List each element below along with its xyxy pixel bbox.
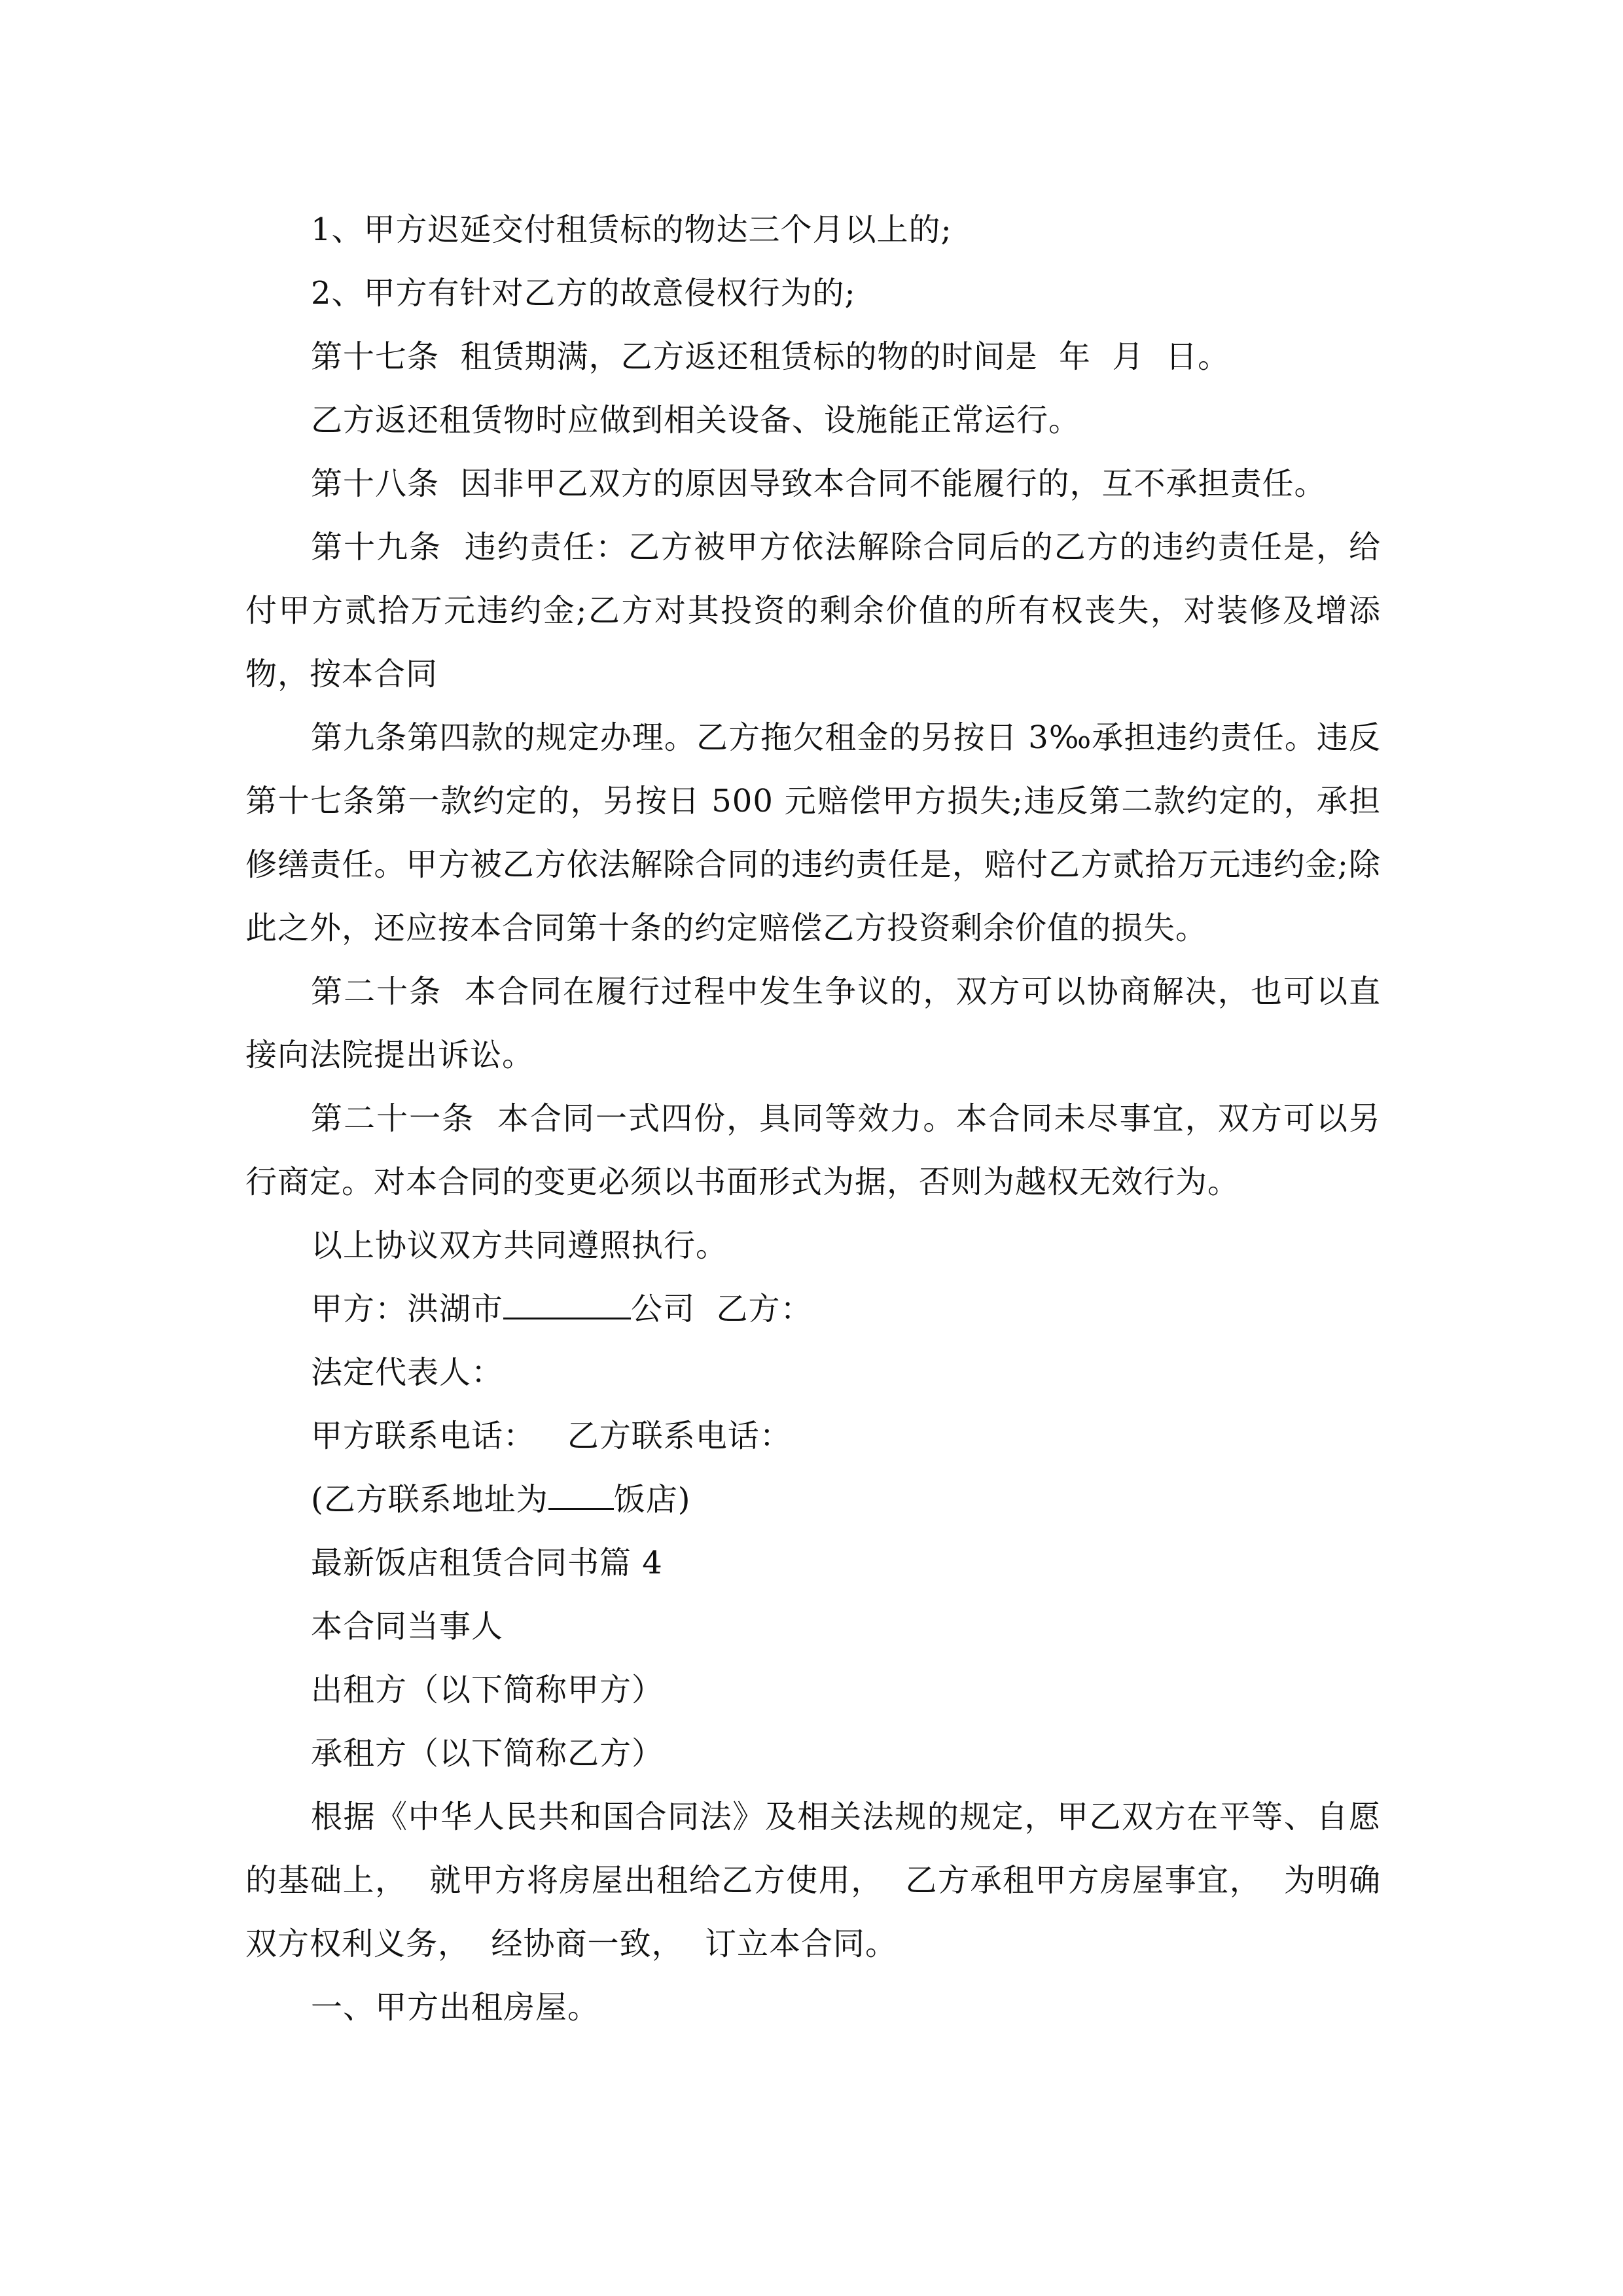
paragraph-article-17: 第十七条 租赁期满，乙方返还租赁标的物的时间是 年 月 日。 [311,338,1230,375]
section-heading-contract-4: 最新饭店租赁合同书篇 4 [311,1545,663,1581]
address-suffix: 饭店) [613,1481,691,1518]
company-name-blank [503,1291,631,1319]
paragraph-legal-representative: 法定代表人： [311,1354,504,1391]
paragraph-article-20: 第二十条 本合同在履行过程中发生争议的，双方可以协商解决，也可以直接向法院提出诉讼。 [245,973,1381,1073]
document-body [245,198,1381,2039]
party-b-label: 公司 乙方： [631,1291,813,1327]
address-label: (乙方联系地址为 [311,1481,548,1518]
party-a-label: 甲方：洪湖市 [311,1291,504,1327]
paragraph-parties-heading: 本合同当事人 [311,1608,504,1645]
paragraph-party-signatures [245,1278,1381,1341]
paragraph-article-19: 第十九条 违约责任：乙方被甲方依法解除合同后的乙方的违约责任是，给付甲方贰拾万元违约金;乙方对其投资的剩余价值的所有权丧失，对装修及增添物，按本合同 [245,529,1381,692]
paragraph-clause-item-2: 2、甲方有针对乙方的故意侵权行为的; [311,275,856,312]
paragraph-contact-address [245,1468,1381,1532]
restaurant-name-blank [548,1482,614,1510]
paragraph-return-requirement: 乙方返还租赁物时应做到相关设备、设施能正常运行。 [311,402,1081,439]
paragraph-lessor: 出租方（以下简称甲方） [311,1672,664,1708]
paragraph-contact-phones: 甲方联系电话： 乙方联系电话： [311,1418,792,1454]
paragraph-preamble: 根据《中华人民共和国合同法》及相关法规的规定，甲乙双方在平等、自愿的基础上， 就甲方将房屋出租给乙方使用， 乙方承租甲方房屋事宜， 为明确双方权利义务， 经协商一致， 订立本合同。 [245,1799,1381,1962]
paragraph-agreement-statement: 以上协议双方共同遵照执行。 [311,1227,728,1264]
paragraph-section-1-heading: 一、甲方出租房屋。 [311,1989,600,2026]
paragraph-clause-item-1: 1、甲方迟延交付租赁标的物达三个月以上的; [311,211,952,248]
paragraph-article-18: 第十八条 因非甲乙双方的原因导致本合同不能履行的，互不承担责任。 [311,465,1327,502]
paragraph-lessee: 承租方（以下简称乙方） [311,1735,664,1772]
paragraph-article-19-continued: 第九条第四款的规定办理。乙方拖欠租金的另按日 3‰承担违约责任。违反第十七条第一款约定的，另按日 500 元赔偿甲方损失;违反第二款约定的，承担修缮责任。甲方被乙方依法解除合同的违约责任是，赔付乙方贰拾万元违约金;除此之外，还应按本合同第十条的约定赔偿乙方投资剩余价值的损失。 [245,719,1381,946]
paragraph-article-21: 第二十一条 本合同一式四份，具同等效力。本合同未尽事宜，双方可以另行商定。对本合同的变更必须以书面形式为据，否则为越权无效行为。 [245,1100,1381,1200]
